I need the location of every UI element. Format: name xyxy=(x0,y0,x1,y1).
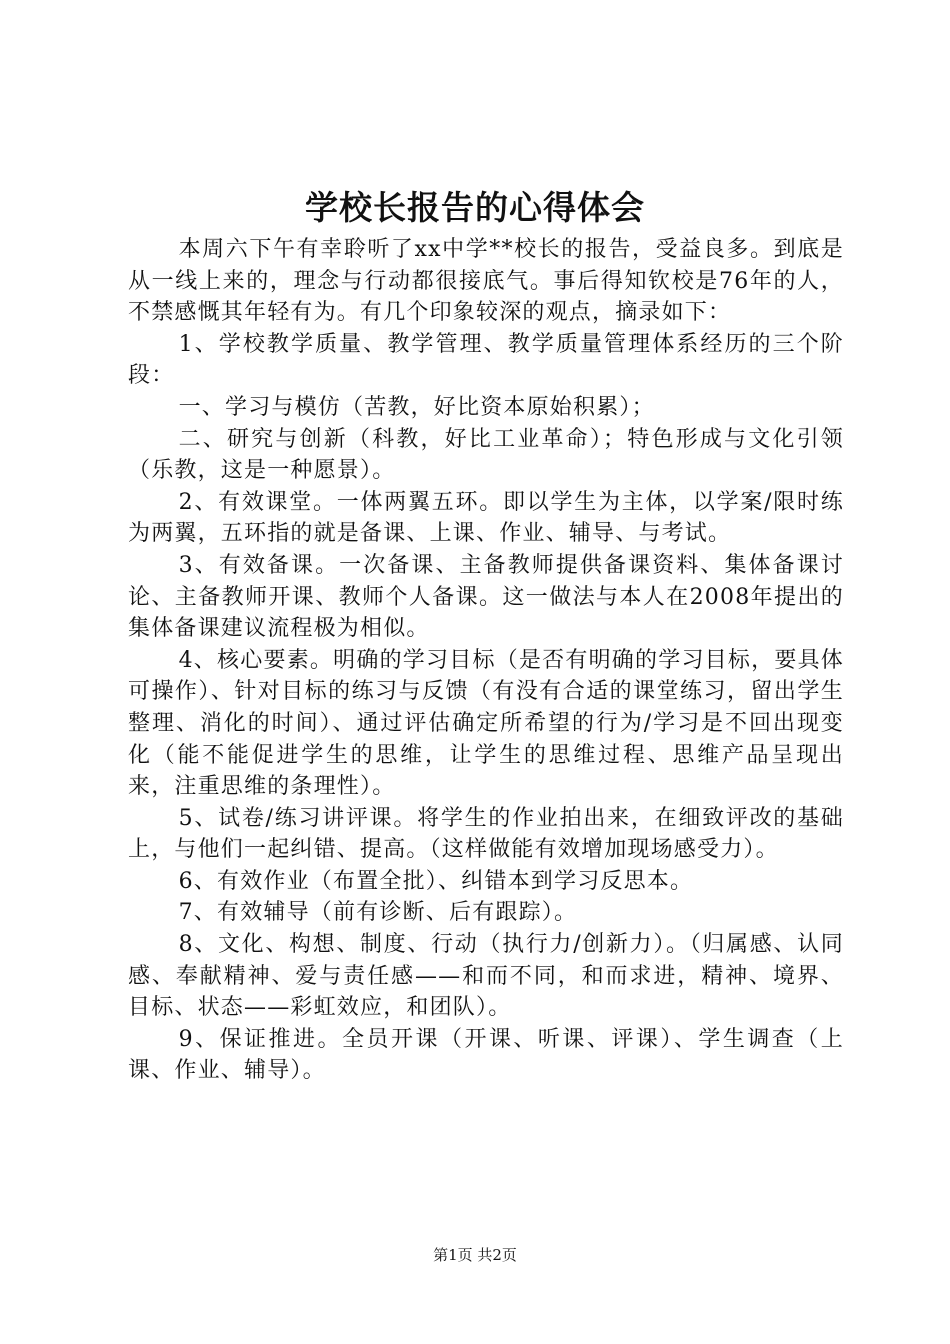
paragraph-point-6: 6、有效作业（布置全批）、纠错本到学习反思本。 xyxy=(178,868,694,894)
paragraph-stage-1: 一、学习与模仿（苦教，好比资本原始积累）； xyxy=(178,394,655,420)
paragraph-point-7: 7、有效辅导（前有诊断、后有跟踪）。 xyxy=(178,900,578,926)
paragraph-point-3: 3、有效备课。一次备课、主备教师提供备课资料、集体备课讨论、主备教师开课、教师个人备课。这一做法与本人在2008年提出的集体备课建议流程极为相似。 xyxy=(128,552,844,642)
document-body xyxy=(128,234,844,1087)
paragraph-point-2: 2、有效课堂。一体两翼五环。即以学生为主体，以学案/限时练为两翼，五环指的就是备课、上课、作业、辅导、与考试。 xyxy=(128,489,844,547)
paragraph-point-5: 5、试卷/练习讲评课。将学生的作业拍出来，在细致评改的基础上，与他们一起纠错、提高。（这样做能有效增加现场感受力）。 xyxy=(128,805,844,863)
paragraph-point-4: 4、核心要素。明确的学习目标（是否有明确的学习目标，要具体可操作）、针对目标的练习与反馈（有没有合适的课堂练习，留出学生整理、消化的时间）、通过评估确定所希望的行为/学习是不回出现变化（能不能促进学生的思维，让学生的思维过程、思维产品呈现出来，注重思维的条理性）。 xyxy=(128,647,844,800)
paragraph-stage-2: 二、研究与创新（科教，好比工业革命）；特色形成与文化引领（乐教，这是一种愿景）。 xyxy=(128,426,844,484)
page-footer: 第1页 共2页 xyxy=(433,1246,517,1264)
paragraph-point-8: 8、文化、构想、制度、行动（执行力/创新力）。（归属感、认同感、奉献精神、爱与责任感——和而不同，和而求进，精神、境界、目标、状态——彩虹效应，和团队）。 xyxy=(128,932,844,1021)
paragraph-point-1: 1、学校教学质量、教学管理、教学质量管理体系经历的三个阶段： xyxy=(128,331,844,389)
paragraph-point-9: 9、保证推进。全员开课（开课、听课、评课）、学生调查（上课、作业、辅导）。 xyxy=(128,1026,844,1084)
paragraph-intro: 本周六下午有幸聆听了xx中学**校长的报告，受益良多。到底是从一线上来的，理念与行动都很接底气。事后得知钦校是76年的人，不禁感慨其年轻有为。有几个印象较深的观点，摘录如下： xyxy=(128,237,844,326)
document-title: 学校长报告的心得体会 xyxy=(305,188,645,227)
